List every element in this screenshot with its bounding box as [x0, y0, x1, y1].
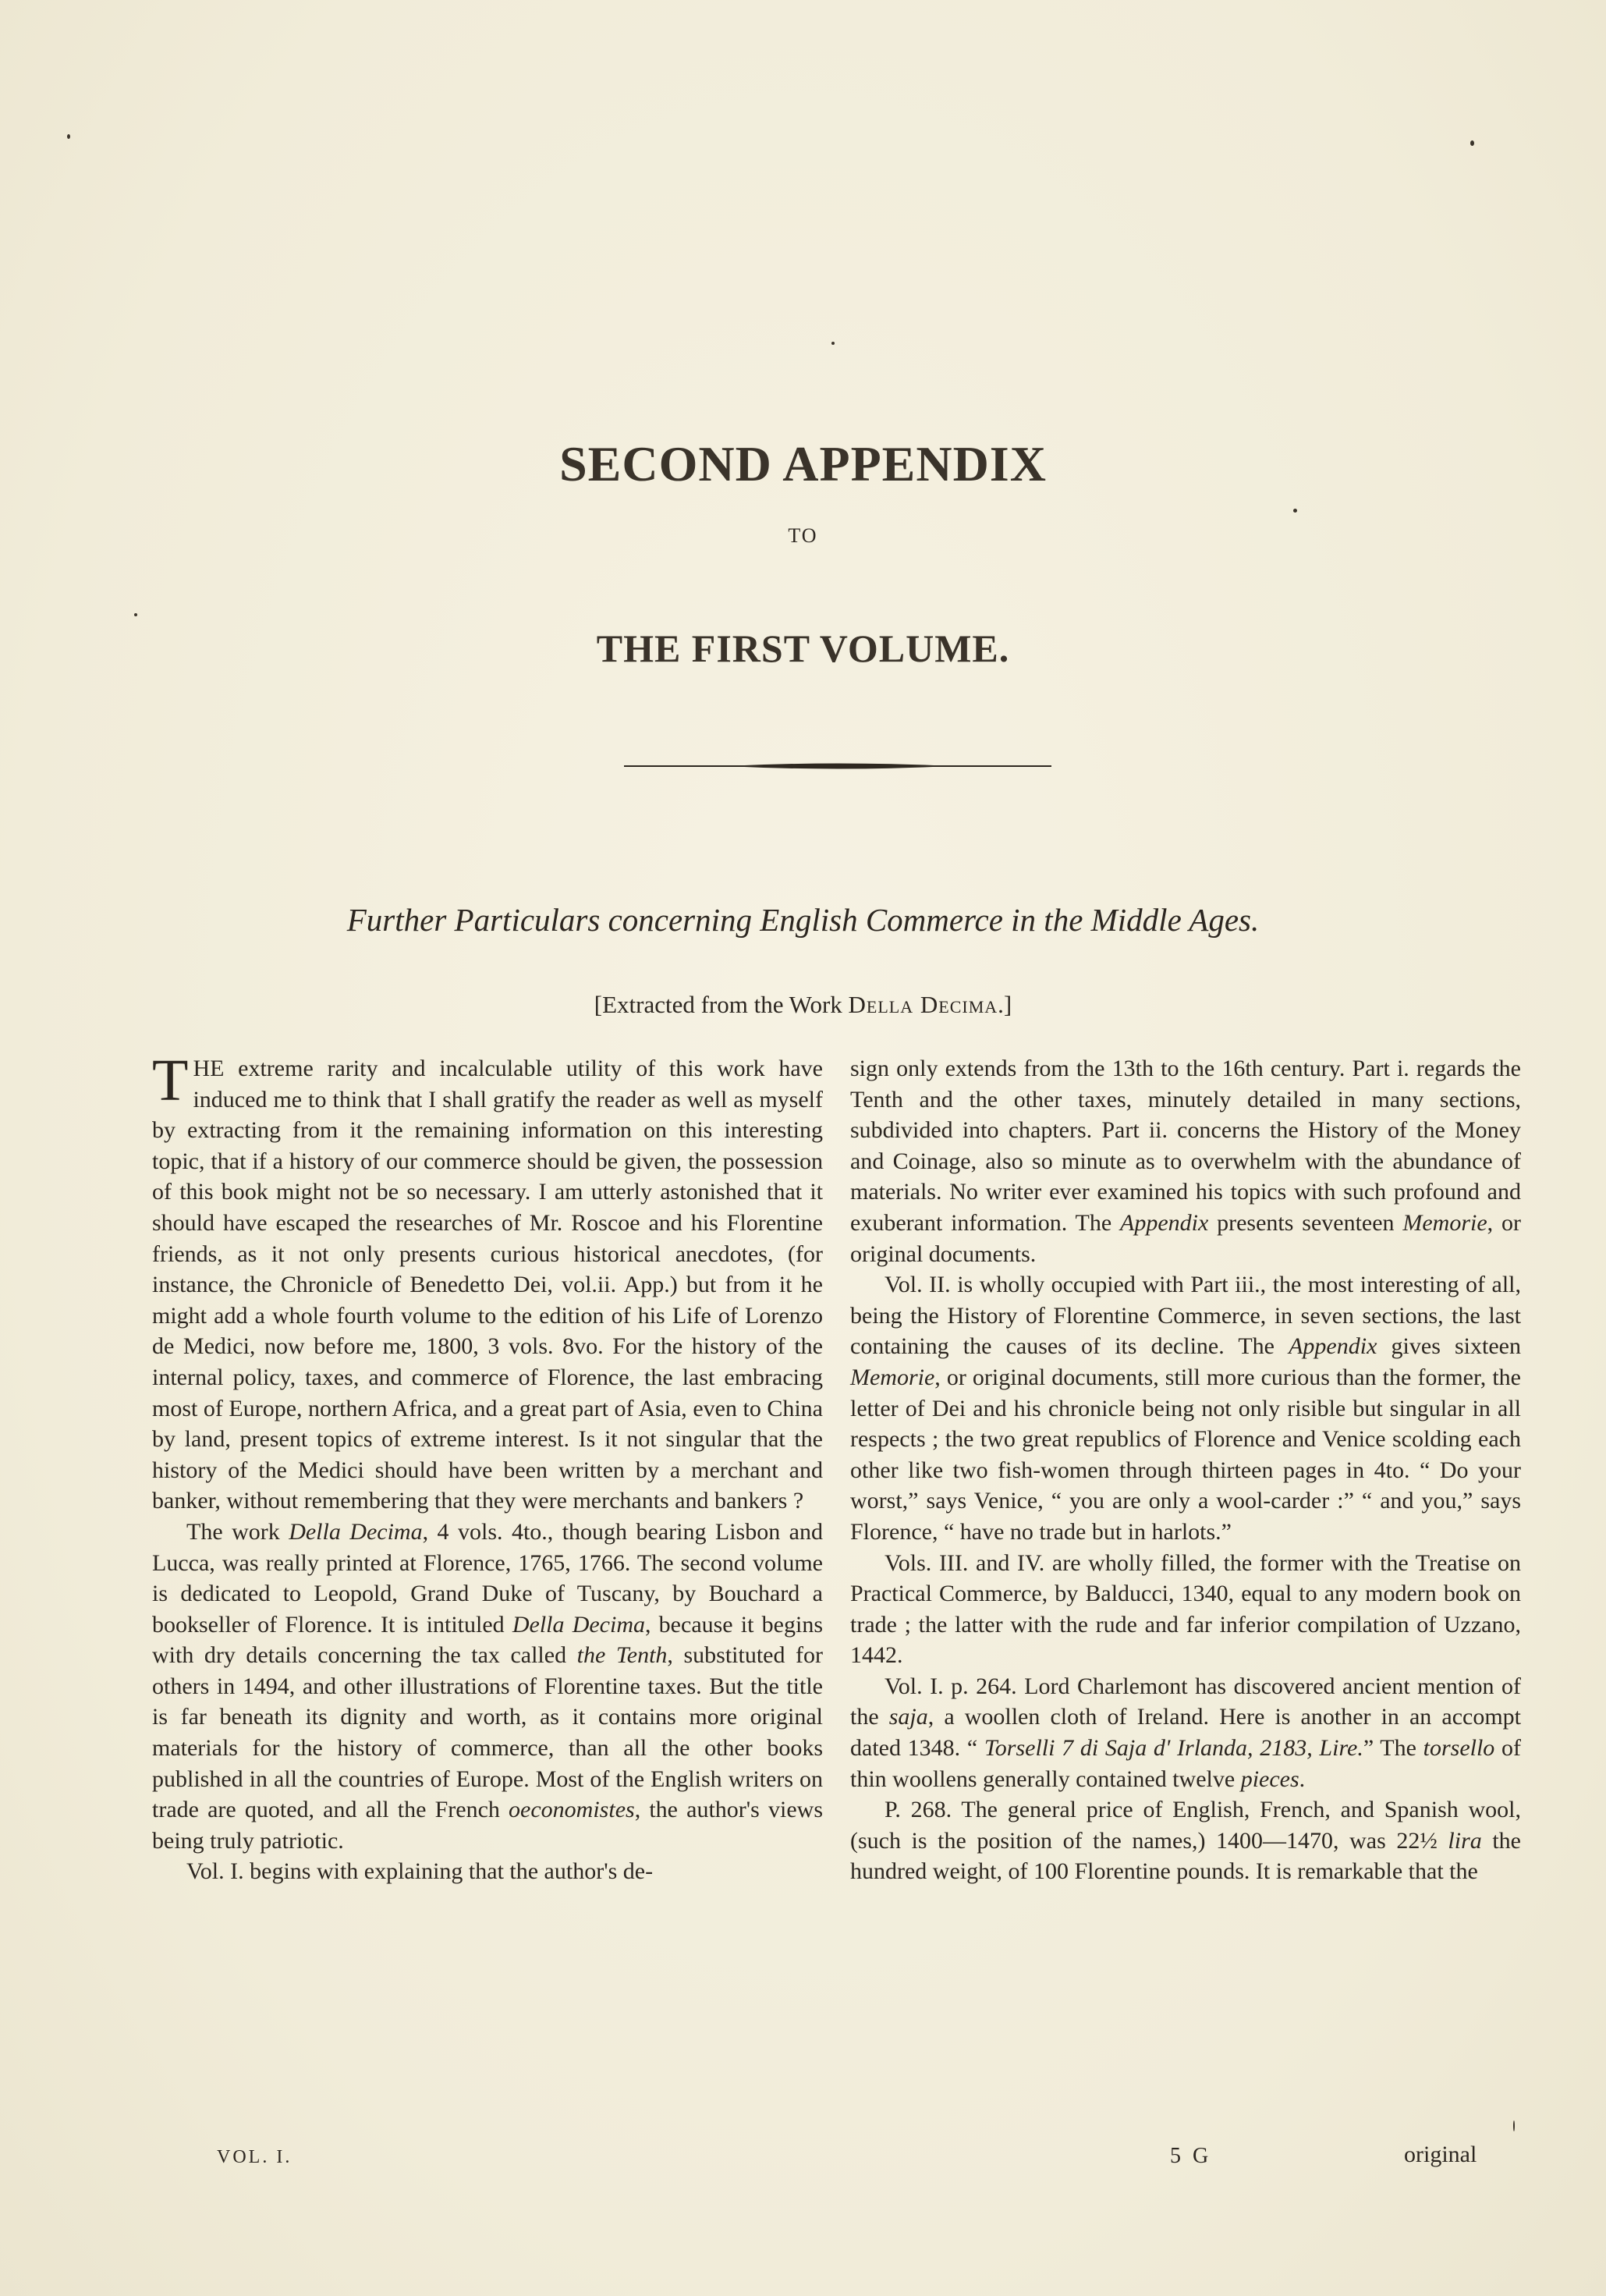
italic-run: Memorie [1402, 1209, 1487, 1236]
ink-speck [1293, 509, 1297, 513]
italic-run: Della Decima [512, 1611, 645, 1638]
paragraph [850, 1671, 1521, 1794]
paragraph [850, 1053, 1521, 1269]
paragraph-text: Vols. III. and IV. are wholly filled, the former with the Treatise on Practical Commerce, by Balducci, 1340, equal to any modern book on trade ; the latter with the rude and far inferior compilation of Uzzano, 1442. [850, 1549, 1521, 1669]
text-run: , or original documents. [850, 1209, 1521, 1267]
text-run: , or original documents, still more curious than the former, the letter of Dei and his chronicle being not only risible but singular in all respects ; the two great republics of Florence and Venice scolding each other like two fish-women through thirteen pages in 4to. “ Do your worst,” says Venice, “ you are only a wool-carder :” “ and you,” says Florence, “ have no trade but in harlots.” [850, 1364, 1521, 1545]
ink-speck [831, 342, 835, 345]
page-subtitle: THE FIRST VOLUME. [596, 626, 1010, 670]
italic-run: the Tenth [576, 1642, 668, 1669]
italic-run: oeconomistes [509, 1797, 635, 1823]
paragraph-text: HE extreme rarity and incalculable utility of this work have induced me to think that I shall gratify the reader as well as myself by extracting from it the remaining information on this interesting topic, that if a history of our commerce should be given, the possession of this book might not be so necessary. I am utterly astonished that it should have escaped the researches of Mr. Roscoe and his Florentine friends, as it not only presents curious historical anecdotes, (for instance, the Chronicle of Benedetto Dei, vol.ii. App.) but from it he might add a whole fourth volume to the edition of his Life of Lorenzo de Medici, now before me, 1800, 3 vols. 8vo. For the history of the internal policy, taxes, and commerce of Florence, the last embracing most of Europe, northern Africa, and a great part of Asia, even to China by land, present topics of extreme interest. Is it not singular that the history of the Medici should have been written by a merchant and banker, without remembering that they were merchants and bankers ? [152, 1056, 823, 1514]
catchword: original [1404, 2142, 1477, 2167]
drop-cap: T [152, 1048, 189, 1113]
text-run: , the author's views being truly patriotic. [152, 1797, 823, 1854]
italic-run: Della Decima [289, 1518, 423, 1545]
text-run: presents seventeen [1208, 1209, 1403, 1236]
title-connector: TO [788, 524, 818, 547]
text-run: The work [186, 1518, 289, 1545]
ink-speck [1470, 140, 1474, 146]
left-column [152, 1048, 823, 1887]
text-run: , 4 vols. 4to., though bearing Lisbon and Lucca, was really printed at Florence, 1765, 1766. The second volume is dedicated to Leopold, Grand Duke of Tuscany, by Bouchard a bookseller of Florence. It is intituled [152, 1518, 823, 1638]
italic-run: Appendix [1289, 1333, 1377, 1360]
italic-run: Torselli 7 di Saja d' Irlanda, 2183, Lire. [984, 1735, 1363, 1762]
italic-run: Memorie [850, 1364, 935, 1390]
ink-speck [134, 613, 137, 616]
paragraph [850, 1269, 1521, 1547]
paragraph [850, 1794, 1521, 1887]
text-run: gives sixteen [1377, 1333, 1521, 1360]
text-run: P. 268. The general price of English, French, and Spanish wool, (such is the position of the names,) 1400—1470, was 22½ [850, 1797, 1521, 1854]
text-run: of thin woollens generally contained twelve [850, 1735, 1521, 1792]
page-title: SECOND APPENDIX [559, 435, 1047, 491]
italic-run: pieces [1240, 1765, 1299, 1792]
section-heading: Further Particulars concerning English Commerce in the Middle Ages. [346, 902, 1260, 938]
paragraph [152, 1517, 823, 1857]
text-run: , substituted for others in 1494, and other illustrations of Florentine taxes. But the title is far beneath its dignity and worth, as it contains more original materials for the history of commerce, than all the other books published in all the countries of Europe. Most of the English writers on trade are quoted, and all the French [152, 1642, 823, 1823]
italic-run: torsello [1423, 1735, 1495, 1762]
paragraph [850, 1548, 1521, 1671]
text-run: , because it begins with dry details concerning the tax called [152, 1611, 823, 1669]
text-run: Vol. II. is wholly occupied with Part iii., the most interesting of all, being the History of Florentine Commerce, in seven sections, the last containing the causes of its decline. The [850, 1272, 1521, 1360]
italic-run: lira [1448, 1827, 1482, 1854]
text-run: , a woollen cloth of Ireland. Here is another in an accompt dated 1348. “ [850, 1704, 1522, 1762]
paragraph-text: Vol. I. begins with explaining that the author's de- [186, 1858, 654, 1885]
signature-mark: 5 G [1170, 2144, 1212, 2168]
text-run: Vol. I. p. 264. Lord Charlemont has discovered ancient mention of the [850, 1673, 1521, 1730]
italic-run: saja [888, 1704, 928, 1730]
right-column [850, 1053, 1521, 1887]
ink-speck [67, 134, 70, 139]
source-note [0, 991, 1606, 1019]
paragraph [152, 1048, 823, 1517]
paragraph [152, 1856, 823, 1887]
source-work-title: Della Decima [848, 991, 998, 1018]
footer-volume: VOL. I. [217, 2147, 292, 2167]
source-note-open: [Extracted from the Work [594, 991, 849, 1018]
italic-run: Appendix [1120, 1209, 1209, 1236]
text-run: . [1299, 1765, 1306, 1792]
ink-speck [1513, 2120, 1515, 2131]
source-note-close: .] [998, 991, 1012, 1018]
ornamental-rule [624, 761, 1051, 771]
text-run: sign only extends from the 13th to the 16th century. Part i. regards the Tenth and the other taxes, minutely detailed in many sections, subdivided into chapters. Part ii. concerns the History of the Money and Coinage, also so minute as to overwhelm with the abundance of materials. No writer ever examined his topics with such profound and exuberant information. The [850, 1056, 1521, 1236]
text-run: ” The [1363, 1735, 1423, 1762]
text-run: the hundred weight, of 100 Florentine pounds. It is remarkable that the [850, 1827, 1521, 1885]
